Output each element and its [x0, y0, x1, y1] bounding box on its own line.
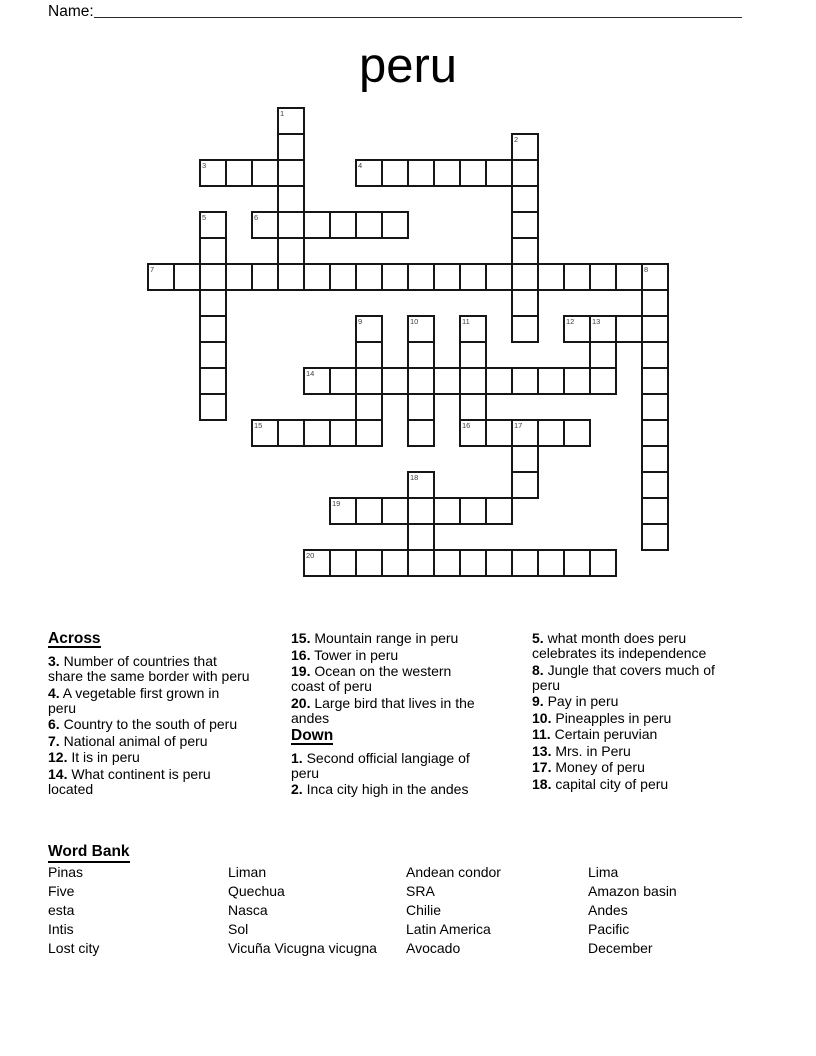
- grid-cell[interactable]: [303, 367, 331, 395]
- word-bank-word: Intis: [48, 921, 74, 937]
- clue-number: 9.: [532, 693, 544, 709]
- grid-cell[interactable]: [329, 419, 357, 447]
- grid-cell[interactable]: [433, 497, 461, 525]
- grid-cell[interactable]: [589, 549, 617, 577]
- clue-number: 7.: [48, 732, 60, 749]
- grid-cell[interactable]: [355, 367, 383, 395]
- grid-cell[interactable]: [537, 263, 565, 291]
- cell-number: 10: [410, 317, 419, 326]
- grid-cell[interactable]: [355, 497, 383, 525]
- grid-cell[interactable]: [511, 289, 539, 317]
- clue-16: 16. Tower in peru: [291, 646, 399, 663]
- grid-cell[interactable]: [251, 263, 279, 291]
- grid-cell[interactable]: [485, 549, 513, 577]
- word-bank-word: Sol: [228, 921, 249, 937]
- grid-cell[interactable]: [199, 263, 227, 291]
- clue-number: 17.: [532, 759, 552, 775]
- grid-cell[interactable]: [641, 289, 669, 317]
- grid-cell[interactable]: [199, 211, 227, 239]
- grid-cell[interactable]: [381, 211, 409, 239]
- cell-number: 18: [410, 473, 419, 482]
- grid-cell[interactable]: [589, 367, 617, 395]
- clue-6: 6. Country to the south of peru: [48, 716, 238, 732]
- grid-cell[interactable]: [407, 523, 435, 551]
- grid-cell[interactable]: [641, 419, 669, 447]
- clue-11: 11. Certain peruvian: [532, 726, 658, 742]
- clue-number: 12.: [48, 749, 68, 765]
- clue-1: 1. Second official langiage of peru: [291, 749, 470, 781]
- clue-number: 11.: [532, 726, 551, 742]
- grid-cell[interactable]: [511, 263, 539, 291]
- clue-15: 15. Mountain range in peru: [291, 630, 459, 646]
- grid-cell[interactable]: [615, 263, 643, 291]
- grid-cell[interactable]: [641, 367, 669, 395]
- grid-cell[interactable]: [459, 497, 487, 525]
- word-bank-column: [406, 863, 582, 958]
- grid-cell[interactable]: [563, 549, 591, 577]
- word-bank-word: Lima: [588, 864, 619, 880]
- grid-cell[interactable]: [407, 263, 435, 291]
- grid-cell[interactable]: [199, 393, 227, 421]
- clue-19: 19. Ocean on the western coast of peru: [291, 663, 452, 694]
- grid-cell[interactable]: [303, 549, 331, 577]
- grid-cell[interactable]: [277, 159, 305, 187]
- grid-cell[interactable]: [355, 159, 383, 187]
- clue-number: 16.: [291, 646, 311, 663]
- word-bank-word: Andean condor: [406, 864, 501, 880]
- word-bank-word: Pacific: [588, 921, 630, 937]
- word-bank-word: Quechua: [228, 883, 285, 899]
- clue-4: 4. A vegetable first grown in peru: [48, 684, 220, 716]
- grid-cell[interactable]: [329, 263, 357, 291]
- clue-number: 19.: [291, 663, 311, 679]
- word-bank-word: Lost city: [48, 940, 100, 956]
- clue-number: 10.: [532, 709, 552, 726]
- grid-cell[interactable]: [511, 471, 539, 499]
- clue-number: 4.: [48, 684, 60, 701]
- grid-cell[interactable]: [277, 263, 305, 291]
- grid-cell[interactable]: [511, 237, 539, 265]
- grid-cell[interactable]: [277, 211, 305, 239]
- grid-cell[interactable]: [459, 341, 487, 369]
- grid-cell[interactable]: [355, 263, 383, 291]
- grid-cell[interactable]: [459, 419, 487, 447]
- grid-cell[interactable]: [381, 367, 409, 395]
- name-label: Name:: [48, 3, 94, 20]
- clue-section-header-label: Down: [291, 726, 334, 744]
- clue-8: 8. Jungle that covers much of peru: [532, 661, 715, 693]
- grid-cell[interactable]: [641, 393, 669, 421]
- grid-cell[interactable]: [589, 341, 617, 369]
- grid-cell[interactable]: [459, 315, 487, 343]
- grid-cell[interactable]: [589, 315, 617, 343]
- word-bank-word: December: [588, 940, 653, 956]
- grid-cell[interactable]: [407, 549, 435, 577]
- grid-cell[interactable]: [225, 263, 253, 291]
- clue-3: 3. Number of countries that share the same border with peru: [48, 653, 250, 684]
- cell-number: 7: [150, 265, 155, 274]
- word-bank-word: Five: [48, 883, 75, 899]
- clue-column: [291, 631, 477, 799]
- grid-cell[interactable]: [433, 263, 461, 291]
- grid-cell[interactable]: [277, 419, 305, 447]
- grid-cell[interactable]: [407, 367, 435, 395]
- grid-cell[interactable]: [537, 549, 565, 577]
- grid-cell[interactable]: [147, 263, 175, 291]
- grid-cell[interactable]: [407, 497, 435, 525]
- word-bank-word: esta: [48, 902, 75, 918]
- grid-cell[interactable]: [199, 159, 227, 187]
- grid-cell[interactable]: [485, 419, 513, 447]
- grid-cell[interactable]: [485, 263, 513, 291]
- clue-number: 1.: [291, 749, 303, 766]
- clue-2: 2. Inca city high in the andes: [291, 781, 469, 797]
- grid-cell[interactable]: [511, 419, 539, 447]
- word-bank-word: Chilie: [406, 902, 442, 918]
- grid-cell[interactable]: [199, 367, 227, 395]
- cell-number: 19: [332, 499, 341, 508]
- grid-cell[interactable]: [641, 471, 669, 499]
- grid-cell[interactable]: [381, 263, 409, 291]
- grid-cell[interactable]: [329, 211, 357, 239]
- grid-cell[interactable]: [511, 159, 539, 187]
- clue-20: 20. Large bird that lives in the andes: [291, 694, 475, 726]
- grid-cell[interactable]: [329, 497, 357, 525]
- grid-cell[interactable]: [433, 159, 461, 187]
- clue-number: 15.: [291, 630, 311, 646]
- cell-number: 1: [280, 109, 285, 118]
- grid-cell[interactable]: [407, 315, 435, 343]
- word-bank-header-label: Word Bank: [48, 843, 130, 863]
- grid-cell[interactable]: [537, 419, 565, 447]
- clue-5: 5. what month does peru celebrates its independence: [532, 630, 707, 661]
- grid-cell[interactable]: [589, 263, 617, 291]
- word-bank-word: Avocado: [406, 940, 461, 956]
- word-bank-word: Pinas: [48, 864, 84, 880]
- clue-9: 9. Pay in peru: [532, 693, 619, 709]
- grid-cell[interactable]: [459, 549, 487, 577]
- clue-number: 6.: [48, 716, 60, 732]
- clue-column: [48, 629, 250, 798]
- cell-number: 3: [202, 161, 207, 170]
- grid-cell[interactable]: [355, 211, 383, 239]
- word-bank-word: SRA: [406, 883, 435, 899]
- cell-number: 15: [254, 421, 263, 430]
- word-bank-word: Amazon basin: [588, 883, 677, 899]
- grid-cell[interactable]: [407, 419, 435, 447]
- crossword-grid: [148, 108, 670, 578]
- grid-cell[interactable]: [355, 419, 383, 447]
- word-bank-word: Vicuña Vicugna vicugna: [228, 940, 377, 956]
- grid-cell[interactable]: [485, 497, 513, 525]
- grid-cell[interactable]: [511, 133, 539, 161]
- grid-cell[interactable]: [277, 133, 305, 161]
- grid-cell[interactable]: [511, 185, 539, 213]
- grid-cell[interactable]: [199, 341, 227, 369]
- clue-number: 14.: [48, 765, 68, 782]
- grid-cell[interactable]: [407, 341, 435, 369]
- cell-number: 14: [306, 369, 315, 378]
- clue-10: 10. Pineapples in peru: [532, 709, 672, 726]
- grid-cell[interactable]: [641, 445, 669, 473]
- word-bank-word: Liman: [228, 864, 267, 880]
- grid-cell[interactable]: [407, 471, 435, 499]
- cell-number: 9: [358, 317, 363, 326]
- clue-number: 18.: [532, 775, 552, 792]
- grid-cell[interactable]: [251, 159, 279, 187]
- cell-number: 13: [592, 317, 601, 326]
- cell-number: 2: [514, 135, 519, 144]
- grid-cell[interactable]: [511, 549, 539, 577]
- grid-cell[interactable]: [537, 367, 565, 395]
- grid-cell[interactable]: [381, 159, 409, 187]
- grid-cell[interactable]: [641, 497, 669, 525]
- word-bank-header: [48, 843, 130, 863]
- grid-cell[interactable]: [277, 237, 305, 265]
- word-bank-word: Andes: [588, 902, 628, 918]
- grid-cell[interactable]: [563, 263, 591, 291]
- grid-cell[interactable]: [173, 263, 201, 291]
- grid-cell[interactable]: [433, 549, 461, 577]
- clue-number: 8.: [532, 661, 544, 678]
- grid-cell[interactable]: [329, 367, 357, 395]
- grid-cell[interactable]: [563, 315, 591, 343]
- word-bank-column: [228, 863, 404, 958]
- cell-number: 12: [566, 317, 575, 326]
- grid-cell[interactable]: [225, 159, 253, 187]
- word-bank-word: Nasca: [228, 902, 268, 918]
- grid-cell[interactable]: [563, 367, 591, 395]
- grid-cell[interactable]: [485, 159, 513, 187]
- grid-cell[interactable]: [433, 367, 461, 395]
- clue-12: 12. It is in peru: [48, 749, 140, 765]
- cell-number: 11: [462, 317, 470, 326]
- grid-cell[interactable]: [459, 367, 487, 395]
- grid-cell[interactable]: [641, 315, 669, 343]
- grid-cell[interactable]: [303, 263, 331, 291]
- clue-13: 13. Mrs. in Peru: [532, 742, 631, 759]
- grid-cell[interactable]: [329, 549, 357, 577]
- grid-cell[interactable]: [511, 211, 539, 239]
- grid-cell[interactable]: [251, 419, 279, 447]
- grid-cell[interactable]: [381, 497, 409, 525]
- grid-cell[interactable]: [355, 315, 383, 343]
- grid-cell[interactable]: [407, 159, 435, 187]
- grid-cell[interactable]: [355, 549, 383, 577]
- clue-number: 5.: [532, 630, 544, 646]
- grid-cell[interactable]: [199, 289, 227, 317]
- grid-cell[interactable]: [303, 211, 331, 239]
- cell-number: 8: [644, 265, 649, 274]
- grid-cell[interactable]: [641, 523, 669, 551]
- clue-number: 13.: [532, 742, 552, 759]
- grid-cell[interactable]: [355, 341, 383, 369]
- clue-column: [532, 631, 722, 793]
- grid-cell[interactable]: [199, 315, 227, 343]
- grid-cell[interactable]: [615, 315, 643, 343]
- grid-cell[interactable]: [563, 419, 591, 447]
- grid-cell[interactable]: [199, 237, 227, 265]
- grid-cell[interactable]: [277, 185, 305, 213]
- grid-cell[interactable]: [251, 211, 279, 239]
- cell-number: 20: [306, 551, 315, 560]
- across-header: [48, 631, 250, 648]
- grid-cell[interactable]: [641, 263, 669, 291]
- word-bank-column: [588, 863, 764, 958]
- grid-cell[interactable]: [303, 419, 331, 447]
- name-blank-line[interactable]: [94, 2, 742, 18]
- grid-cell[interactable]: [459, 263, 487, 291]
- grid-cell[interactable]: [459, 393, 487, 421]
- clue-14: 14. What continent is peru located: [48, 765, 211, 797]
- word-bank-word: Latin America: [406, 921, 491, 937]
- clue-number: 2.: [291, 781, 303, 797]
- puzzle-title: peru: [358, 39, 458, 93]
- cell-number: 4: [358, 161, 363, 170]
- down-header: [291, 728, 477, 745]
- cell-number: 6: [254, 213, 259, 222]
- word-bank-column: [48, 863, 224, 958]
- grid-cell[interactable]: [407, 393, 435, 421]
- grid-cell[interactable]: [511, 367, 539, 395]
- grid-cell[interactable]: [511, 445, 539, 473]
- clue-number: 3.: [48, 653, 60, 669]
- cell-number: 5: [202, 213, 207, 222]
- grid-cell[interactable]: [277, 107, 305, 135]
- cell-number: 16: [462, 421, 471, 430]
- grid-cell[interactable]: [355, 393, 383, 421]
- clue-18: 18. capital city of peru: [532, 775, 669, 792]
- clue-section-header-label: Across: [48, 630, 101, 647]
- grid-cell[interactable]: [641, 341, 669, 369]
- clue-number: 20.: [291, 694, 311, 711]
- grid-cell[interactable]: [511, 315, 539, 343]
- grid-cell[interactable]: [485, 367, 513, 395]
- grid-cell[interactable]: [459, 159, 487, 187]
- cell-number: 17: [514, 421, 523, 430]
- grid-cell[interactable]: [381, 549, 409, 577]
- clue-17: 17. Money of peru: [532, 759, 645, 775]
- clue-7: 7. National animal of peru: [48, 732, 208, 749]
